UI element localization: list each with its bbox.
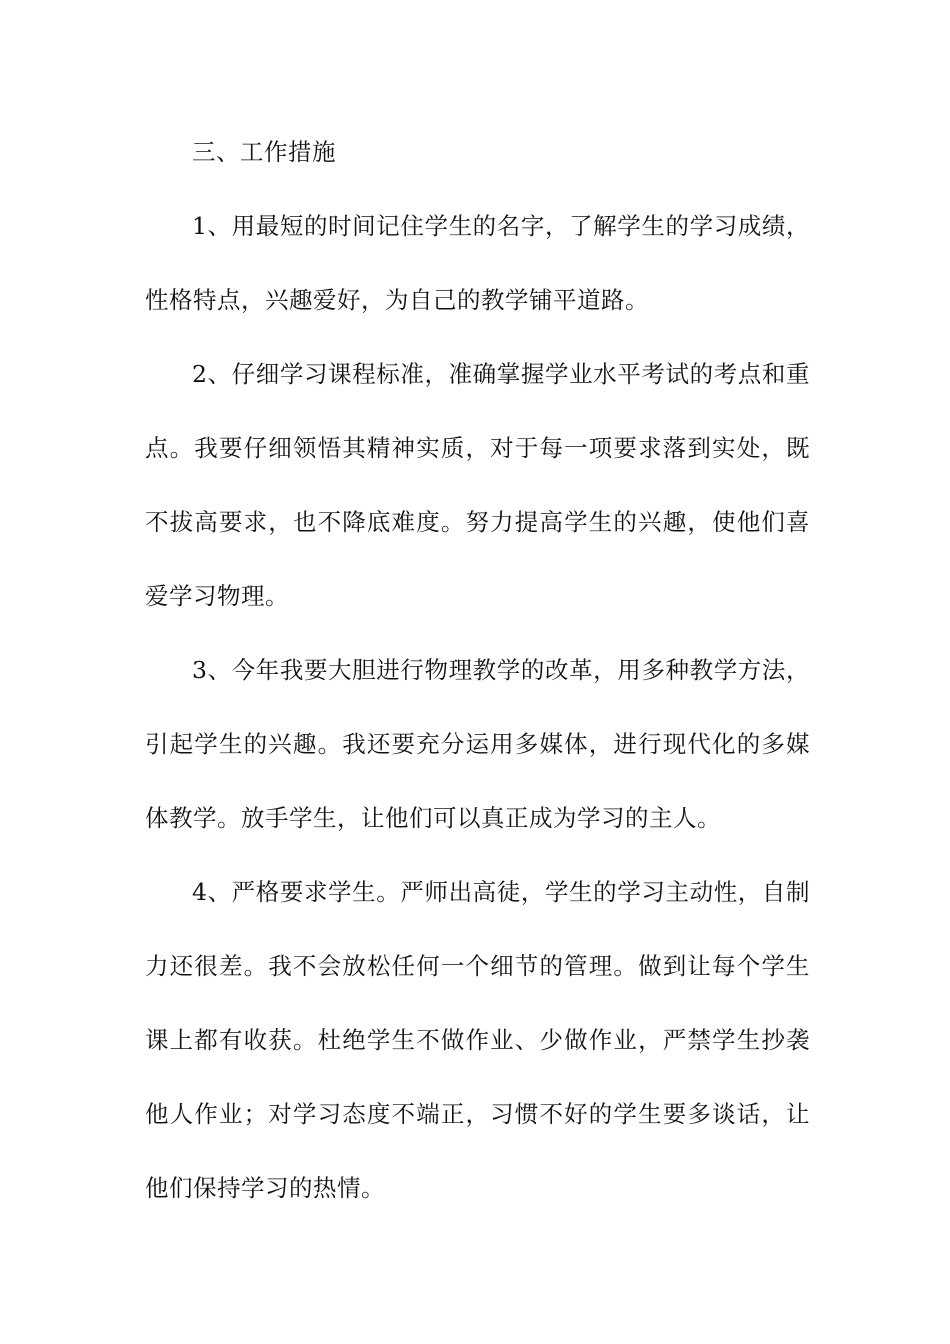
paragraph-1: 1、用最短的时间记住学生的名字，了解学生的学习成绩，性格特点，兴趣爱好，为自己的教学铺平道路。 — [145, 212, 810, 314]
document-body — [145, 115, 810, 1225]
paragraph-4: 4、严格要求学生。严师出高徒，学生的学习主动性，自制力还很差。我不会放松任何一个细节的管理。做到让每个学生课上都有收获。杜绝学生不做作业、少做作业，严禁学生抄袭他人作业；对学习态度不端正，习惯不好的学生要多谈话，让他们保持学习的热情。 — [145, 878, 810, 1202]
section-heading: 三、工作措施 — [192, 138, 336, 166]
paragraph-2: 2、仔细学习课程标准，准确掌握学业水平考试的考点和重点。我要仔细领悟其精神实质，对于每一项要求落到实处，既不拔高要求，也不降底难度。努力提高学生的兴趣，使他们喜爱学习物理。 — [145, 360, 810, 610]
paragraph-3: 3、今年我要大胆进行物理教学的改革，用多种教学方法，引起学生的兴趣。我还要充分运用多媒体，进行现代化的多媒体教学。放手学生，让他们可以真正成为学习的主人。 — [145, 656, 810, 832]
